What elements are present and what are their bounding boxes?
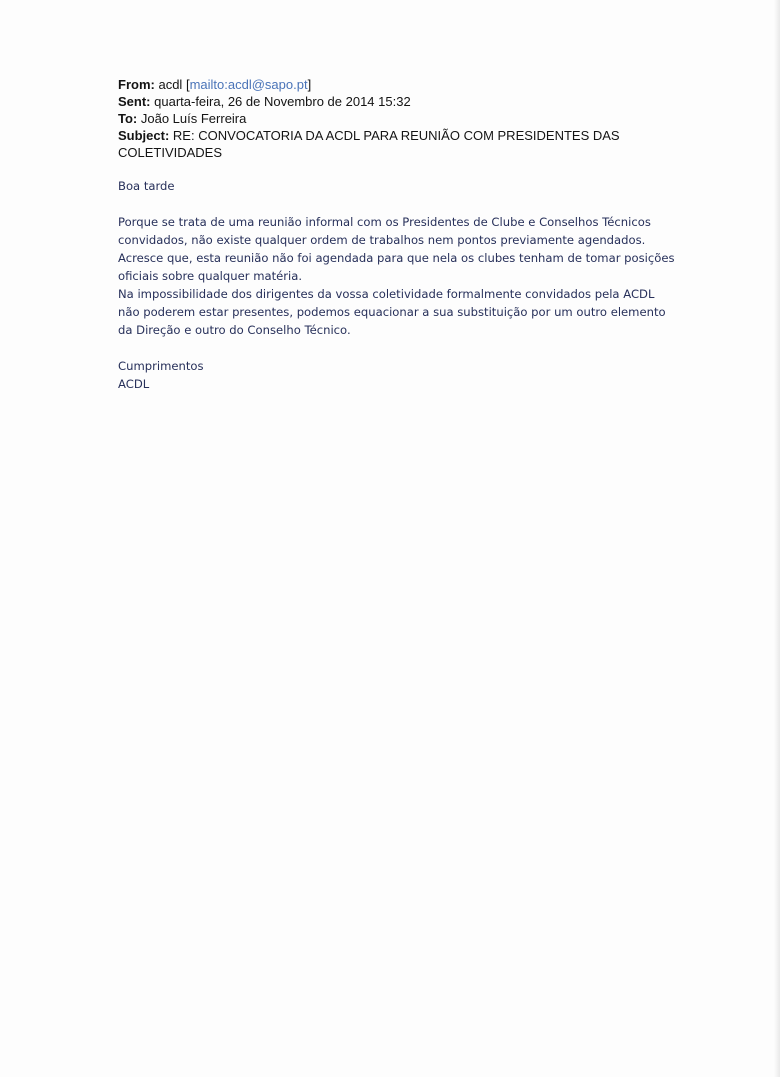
subject-line [118,127,698,144]
to-label: To: [118,111,138,126]
subject-label: Subject: [118,128,170,143]
paragraph-line: não poderem estar presentes, podemos equacionar a sua substituição por um outro elemento [118,305,666,319]
paragraph-line: Na impossibilidade dos dirigentes da vossa coletividade formalmente convidados pela ACDL [118,287,655,301]
to-value: João Luís Ferreira [140,111,247,126]
paragraph-line: oficiais sobre qualquer matéria. [118,269,303,283]
sent-line [118,93,698,110]
email-body [118,177,678,393]
subject-value-line2: COLETIVIDADES [118,145,223,160]
scan-edge-shadow [774,0,780,1077]
from-name: acdl [158,77,183,92]
paragraph-line: convidados, não existe qualquer ordem de trabalhos nem pontos previamente agendados. [118,233,646,247]
to-line [118,110,698,127]
email-header [118,76,698,161]
body-paragraph [118,213,678,339]
subject-line-2 [118,144,698,161]
from-label: From: [118,77,155,92]
paragraph-line: da Direção e outro do Conselho Técnico. [118,323,351,337]
from-line [118,76,698,93]
sent-label: Sent: [118,94,151,109]
sent-value: quarta-feira, 26 de Novembro de 2014 15:32 [154,94,411,109]
subject-value-line1: RE: CONVOCATORIA DA ACDL PARA REUNIÃO COM PRESIDENTES DAS [172,128,620,143]
signature: ACDL [118,377,150,391]
paragraph-line: Acresce que, esta reunião não foi agendada para que nela os clubes tenham de tomar posições [118,251,675,265]
from-bracket-open: [ [185,77,190,92]
greeting: Boa tarde [118,179,175,193]
from-bracket-close: ] [307,77,312,92]
paragraph-line: Porque se trata de uma reunião informal com os Presidentes de Clube e Conselhos Técnicos [118,215,651,229]
from-mailto-link[interactable]: mailto:acdl@sapo.pt [189,77,308,92]
closing: Cumprimentos [118,359,204,373]
